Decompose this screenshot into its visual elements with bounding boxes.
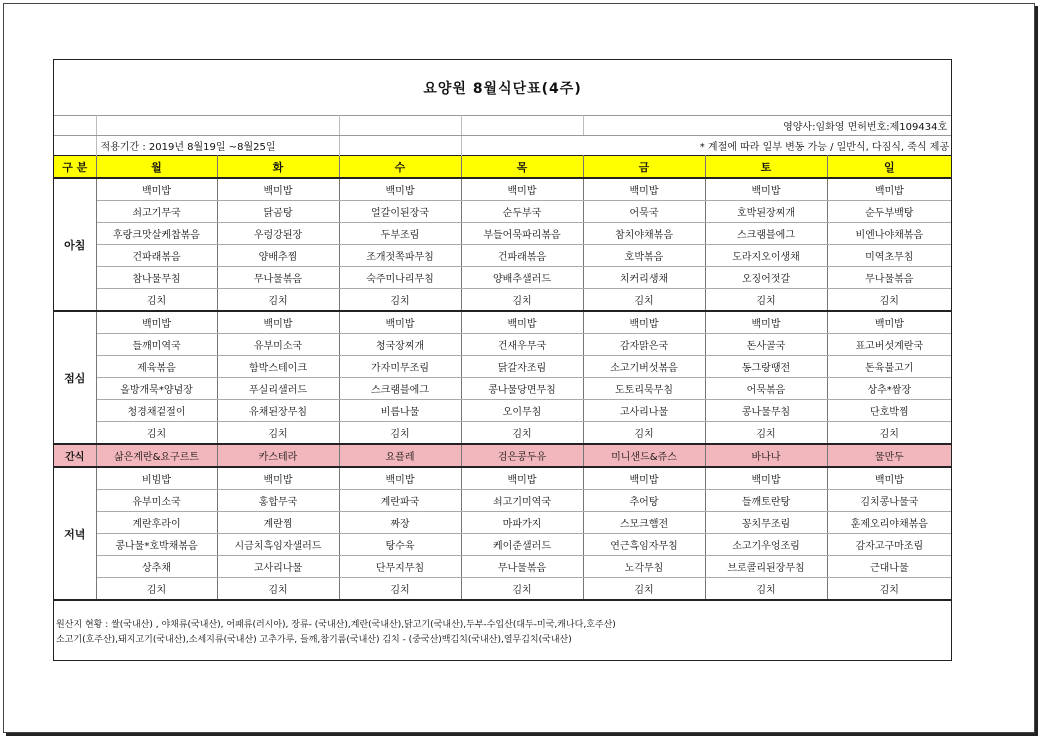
menu-cell: 브로콜리된장무침 (705, 556, 827, 578)
menu-cell: 김치 (339, 289, 461, 312)
menu-cell: 들깨토란탕 (705, 490, 827, 512)
menu-cell: 비빔밥 (96, 467, 217, 490)
menu-cell: 김치 (339, 578, 461, 601)
menu-cell: 고사리나물 (583, 400, 705, 422)
menu-cell: 백미밥 (217, 467, 339, 490)
origin-info (56, 618, 616, 648)
snack-cell: 바나나 (705, 444, 827, 467)
menu-cell: 유부미소국 (217, 334, 339, 356)
menu-cell: 닭곰탕 (217, 201, 339, 223)
menu-cell: 콩나물무침 (705, 400, 827, 422)
menu-cell: 김치 (96, 578, 217, 601)
menu-cell: 계란파국 (339, 490, 461, 512)
menu-cell: 김치 (827, 422, 951, 445)
header-category: 구 분 (54, 156, 96, 179)
menu-cell: 김치 (583, 289, 705, 312)
dinner-row (54, 578, 951, 601)
menu-cell: 김치 (461, 289, 583, 312)
menu-cell: 청국장찌개 (339, 334, 461, 356)
menu-cell: 케이준샐러드 (461, 534, 583, 556)
menu-cell: 우렁강된장 (217, 223, 339, 245)
menu-cell: 백미밥 (705, 178, 827, 201)
menu-cell: 백미밥 (583, 311, 705, 334)
header-day: 목 (461, 156, 583, 179)
menu-cell: 어묵볶음 (705, 378, 827, 400)
menu-cell: 얼갈이된장국 (339, 201, 461, 223)
menu-cell: 단무지무침 (339, 556, 461, 578)
snack-cell: 물만두 (827, 444, 951, 467)
header-day: 화 (217, 156, 339, 179)
menu-cell: 계란찜 (217, 512, 339, 534)
header-day: 토 (705, 156, 827, 179)
menu-cell: 건파래볶음 (96, 245, 217, 267)
menu-cell: 동그랑땡전 (705, 356, 827, 378)
menu-cell: 계란후라이 (96, 512, 217, 534)
empty-cell (96, 116, 339, 136)
menu-cell: 순두부백탕 (827, 201, 951, 223)
menu-cell: 김치 (705, 422, 827, 445)
dinner-row (54, 512, 951, 534)
dietitian-info: 영양사:임화영 면허번호:제109434호 (583, 116, 951, 136)
empty-cell (339, 116, 461, 136)
menu-cell: 연근흑임자무침 (583, 534, 705, 556)
menu-cell: 후랑크맛살케찹볶음 (96, 223, 217, 245)
menu-cell: 스크램블에그 (705, 223, 827, 245)
menu-cell: 김치 (217, 289, 339, 312)
menu-cell: 근대나물 (827, 556, 951, 578)
menu-cell: 콩나물당면무침 (461, 378, 583, 400)
menu-cell: 김치 (339, 422, 461, 445)
menu-cell: 오이무침 (461, 400, 583, 422)
empty-cell (54, 136, 96, 156)
menu-cell: 백미밥 (339, 178, 461, 201)
menu-cell: 김치 (705, 578, 827, 601)
menu-cell: 김치 (827, 289, 951, 312)
applied-period: 적용기간 : 2019년 8월19일 ~8월25일 (96, 136, 339, 156)
menu-cell: 비름나물 (339, 400, 461, 422)
breakfast-row (54, 201, 951, 223)
menu-cell: 표고버섯계란국 (827, 334, 951, 356)
menu-cell: 백미밥 (705, 311, 827, 334)
menu-cell: 청경채겉절이 (96, 400, 217, 422)
menu-cell: 백미밥 (96, 311, 217, 334)
menu-cell: 비엔나야채볶음 (827, 223, 951, 245)
menu-cell: 상추*쌈장 (827, 378, 951, 400)
breakfast-row (54, 223, 951, 245)
menu-cell: 백미밥 (705, 467, 827, 490)
menu-cell: 건새우무국 (461, 334, 583, 356)
menu-title: 요양원 8월식단표(4주) (423, 80, 582, 97)
menu-cell: 노각무침 (583, 556, 705, 578)
menu-cell: 김치 (583, 578, 705, 601)
notice-text: * 계절에 따라 일부 변동 가능 / 일반식, 다짐식, 죽식 제공 (461, 136, 951, 156)
header-day: 금 (583, 156, 705, 179)
lunch-row (54, 400, 951, 422)
breakfast-row (54, 289, 951, 312)
lunch-row (54, 378, 951, 400)
snack-cell: 삶은계란&요구르트 (96, 444, 217, 467)
menu-sheet (53, 59, 952, 661)
menu-cell: 스모크햄전 (583, 512, 705, 534)
lunch-row (54, 311, 951, 334)
header-row (54, 156, 951, 179)
menu-cell: 백미밥 (96, 178, 217, 201)
menu-cell: 콩나물*호박채볶음 (96, 534, 217, 556)
menu-cell: 참나물무침 (96, 267, 217, 289)
snack-cell: 미니샌드&쥬스 (583, 444, 705, 467)
empty-cell (461, 116, 583, 136)
menu-cell: 순두부국 (461, 201, 583, 223)
menu-cell: 양배추샐러드 (461, 267, 583, 289)
menu-cell: 어묵국 (583, 201, 705, 223)
snack-cell: 검은콩두유 (461, 444, 583, 467)
menu-cell: 참치야채볶음 (583, 223, 705, 245)
menu-cell: 두부조림 (339, 223, 461, 245)
lunch-row (54, 422, 951, 445)
snack-label: 간식 (54, 444, 96, 467)
menu-cell: 돈육불고기 (827, 356, 951, 378)
menu-cell: 도라지오이생채 (705, 245, 827, 267)
menu-cell: 조개젓쪽파무침 (339, 245, 461, 267)
breakfast-label: 아침 (54, 178, 96, 311)
menu-cell: 쇠고기무국 (96, 201, 217, 223)
menu-cell: 훈제오리야채볶음 (827, 512, 951, 534)
menu-cell: 유부미소국 (96, 490, 217, 512)
menu-cell: 숙주미나리무침 (339, 267, 461, 289)
menu-cell: 돈사골국 (705, 334, 827, 356)
menu-cell: 유채된장무침 (217, 400, 339, 422)
breakfast-row (54, 267, 951, 289)
menu-cell: 백미밥 (827, 178, 951, 201)
menu-cell: 부들어묵파리볶음 (461, 223, 583, 245)
header-day: 수 (339, 156, 461, 179)
empty-cell (54, 116, 96, 136)
snack-cell: 카스테라 (217, 444, 339, 467)
menu-cell: 감자맑은국 (583, 334, 705, 356)
lunch-label: 점심 (54, 311, 96, 444)
menu-cell: 김치 (217, 422, 339, 445)
menu-cell: 고사리나물 (217, 556, 339, 578)
menu-cell: 시금치흑임자샐러드 (217, 534, 339, 556)
menu-cell: 백미밥 (217, 311, 339, 334)
menu-cell: 백미밥 (461, 467, 583, 490)
dinner-row (54, 556, 951, 578)
menu-cell: 김치 (96, 289, 217, 312)
menu-cell: 백미밥 (827, 311, 951, 334)
menu-cell: 김치 (461, 578, 583, 601)
menu-cell: 김치 (217, 578, 339, 601)
menu-cell: 호박된장찌개 (705, 201, 827, 223)
breakfast-row (54, 178, 951, 201)
header-day: 월 (96, 156, 217, 179)
menu-cell: 상추채 (96, 556, 217, 578)
menu-cell: 백미밥 (583, 178, 705, 201)
origin-line: 원산지 현황 : 쌀(국내산) , 야채류(국내산), 어패류(러시아), 장류- (국내산),계란(국내산),닭고기(국내산),두부-수입산(대두-미국,캐나다,호주산) (56, 620, 616, 630)
menu-cell: 무나물볶음 (827, 267, 951, 289)
menu-cell: 소고기우엉조림 (705, 534, 827, 556)
menu-cell: 김치 (827, 578, 951, 601)
snack-row (54, 444, 951, 467)
menu-cell: 마파가지 (461, 512, 583, 534)
lunch-row (54, 334, 951, 356)
menu-cell: 백미밥 (461, 311, 583, 334)
menu-cell: 백미밥 (827, 467, 951, 490)
menu-cell: 제육볶음 (96, 356, 217, 378)
menu-cell: 꽁치무조림 (705, 512, 827, 534)
menu-cell: 김치 (705, 289, 827, 312)
lunch-row (54, 356, 951, 378)
menu-table (54, 60, 951, 601)
breakfast-row (54, 245, 951, 267)
dinner-label: 저녁 (54, 467, 96, 600)
menu-cell: 김치 (96, 422, 217, 445)
menu-cell: 건파래볶음 (461, 245, 583, 267)
menu-cell: 도토리묵무침 (583, 378, 705, 400)
menu-cell: 가자미무조림 (339, 356, 461, 378)
menu-cell: 김치 (583, 422, 705, 445)
menu-cell: 닭갈자조림 (461, 356, 583, 378)
dinner-row (54, 490, 951, 512)
menu-cell: 무나물볶음 (461, 556, 583, 578)
origin-line: 소고기(호주산),돼지고기(국내산),소세지류(국내산) 고추가루, 들깨,참기름(국내산) 김치 - (중국산)백김치(국내산),열무김치(국내산) (56, 635, 572, 645)
menu-cell: 짜장 (339, 512, 461, 534)
menu-cell: 단호박찜 (827, 400, 951, 422)
menu-cell: 홍합무국 (217, 490, 339, 512)
menu-cell: 호박볶음 (583, 245, 705, 267)
header-day: 일 (827, 156, 951, 179)
menu-cell: 양배추찜 (217, 245, 339, 267)
menu-cell: 백미밥 (339, 311, 461, 334)
menu-cell: 쇠고기미역국 (461, 490, 583, 512)
page-frame (3, 3, 1035, 733)
menu-cell: 추어탕 (583, 490, 705, 512)
menu-cell: 백미밥 (217, 178, 339, 201)
menu-cell: 미역초무침 (827, 245, 951, 267)
menu-cell: 푸실리샐러드 (217, 378, 339, 400)
menu-cell: 탕수육 (339, 534, 461, 556)
empty-cell (339, 136, 461, 156)
menu-cell: 무나물볶음 (217, 267, 339, 289)
menu-cell: 감자고구마조림 (827, 534, 951, 556)
menu-cell: 김치콩나물국 (827, 490, 951, 512)
menu-cell: 백미밥 (583, 467, 705, 490)
menu-cell: 소고기버섯볶음 (583, 356, 705, 378)
menu-cell: 올방개묵*양념장 (96, 378, 217, 400)
dinner-row (54, 467, 951, 490)
snack-cell: 요플레 (339, 444, 461, 467)
menu-cell: 오징어젓갈 (705, 267, 827, 289)
menu-cell: 백미밥 (339, 467, 461, 490)
menu-cell: 스크램블에그 (339, 378, 461, 400)
menu-cell: 함박스테이크 (217, 356, 339, 378)
menu-cell: 들깨미역국 (96, 334, 217, 356)
dinner-row (54, 534, 951, 556)
menu-cell: 치커리생채 (583, 267, 705, 289)
menu-cell: 백미밥 (461, 178, 583, 201)
menu-cell: 김치 (461, 422, 583, 445)
